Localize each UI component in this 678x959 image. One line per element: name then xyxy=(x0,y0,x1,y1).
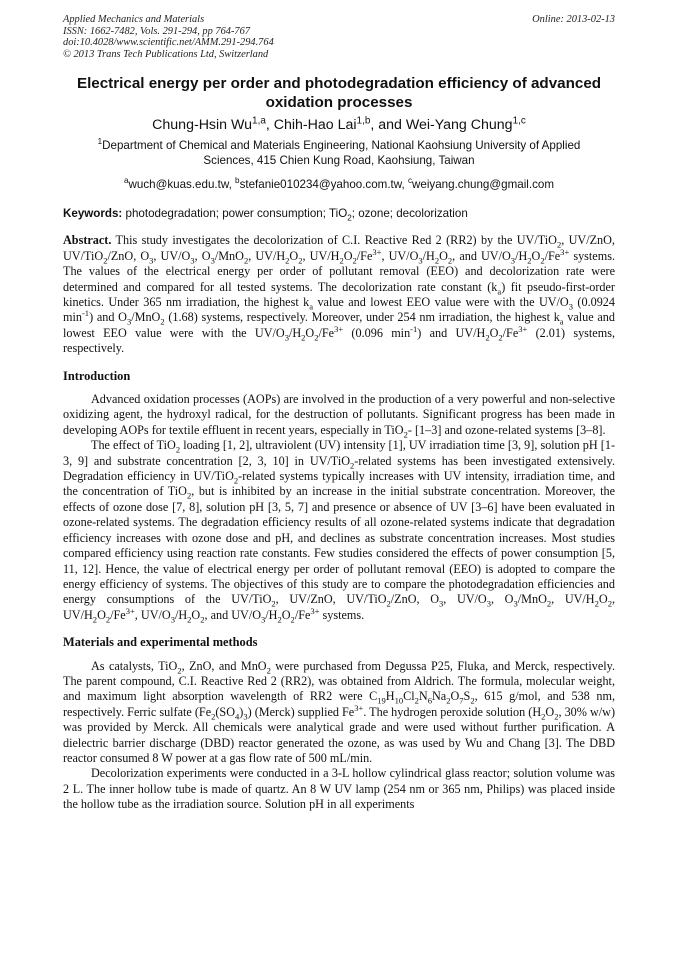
paragraph: Advanced oxidation processes (AOPs) are involved in the production of a very powerful and non-selective oxidizing agent, the hydroxyl radical, for the destruction of pollutants. Significant progress has been made in developing AOPs for textile effluent in recent years, especially in TiO$_2$- [1–3] and ozone-related systems [3–8]. xyxy=(63,392,615,440)
keywords-text: photodegradation; power consumption; TiO$_2$; ozone; decolorization xyxy=(125,207,468,223)
author: Wei-Yang Chung$^{1,c}$ xyxy=(405,115,526,134)
paper-title: Electrical energy per order and photodegradation efficiency of advanced oxidation processes xyxy=(76,75,602,112)
paragraph: The effect of TiO$_2$ loading [1, 2], ultraviolent (UV) intensity [1], UV irradiation time [3, 9], solution pH [1-3, 9] and substrate concentration [2, 3, 10] in UV/TiO$_2$-related systems has been investigated extensively. Degradation efficiency in UV/TiO$_2$-related systems typically increases with UV intensity, irradiation time, and the concentration of TiO$_2$, but is inhibited by an increase in the initial substrate concentration. Moreover, the effects of ozone dose [7, 8], solution pH [3, 5, 7] and presence or absence of UV [3–6] have been evaluated in ozone-related systems. The degradation efficiency results of all ozone-related systems indicate that degradation efficiency increases with ozone dose and pH, and declines as substrate concentration increases. Most studies compared efficiency using reaction rate constants. Few studies considered the effects of power consumption [5, 11, 12]. Hence, the value of electrical energy per order of pollutant removal (EEO) is adopted to compare the energy efficiency of systems. The objectives of this study are to compare the photodegradation efficiencies and energy consumptions of the UV/TiO$_2$, UV/ZnO, UV/TiO$_2$/ZnO, $O_3$, $UV/O_3$, $O_3/MnO_2$, $UV/H_2O_2$, $UV/H_2O_2/Fe^{3+}$, $UV/O_3/H_2O_2$, and $UV/O_3/H_2O_2/Fe^{3+}$ systems. xyxy=(63,438,615,625)
journal-header xyxy=(63,14,615,60)
paragraph: As catalysts, TiO$_2$, ZnO, and MnO$_2$ were purchased from Degussa P25, Fluka, and Merck, respectively. The parent compound, C.I. Reactive Red 2 (RR2), was obtained from Aldrich. The formula, molecular weight, and maximum light absorption wavelength of RR2 were $C_{19}H_{10}Cl_2N_6Na_2O_7S_2$, 615 g/mol, and 538 nm, respectively. Ferric sulfate $(Fe_2(SO_4)_3)$ (Merck) supplied $Fe^{3+}$. The hydrogen peroxide solution ($H_2O_2$, 30% w/w) was provided by Merck. All chemicals were analytical grade and were used without further purification. A dielectric barrier discharge (DBD) reactor generated the ozone, as was used by Wu and Chang [3]. The DBD reactor consumed 8 W power at a gas flow rate of 500 mL/min. xyxy=(63,658,616,765)
paper-page xyxy=(63,14,615,813)
online-date: Online: 2013-02-13 xyxy=(532,14,615,25)
email-address[interactable]: $^c$weiyang.chung@gmail.com xyxy=(407,176,554,192)
affiliation: $^1$Department of Chemical and Materials Engineering, National Kaohsiung University of Applied Sciences, 415 Chien Kung Road, Kaohsiung, Taiwan xyxy=(97,137,581,168)
abstract xyxy=(63,233,615,356)
email-address[interactable]: $^b$stefanie010234@yahoo.com.tw xyxy=(235,176,402,192)
email-address[interactable]: $^a$wuch@kuas.edu.tw xyxy=(124,176,229,192)
abstract-text: This study investigates the decolorization of C.I. Reactive Red 2 (RR2) by the UV/TiO$_2$, UV/ZnO, UV/TiO$_2$/ZnO, $O_3$, $UV/O_3$, $O_3/MnO_2$, $UV/H_2O_2$, $UV/H_2O_2/Fe^{3+}$, $UV/O_3/H_2O_2$, and $UV/O_3/H_2O_2/Fe^{3+}$ systems. The values of the electrical energy per order of pollutant removal (EEO) and decolorization rate were determined and compared for all tested systems. The decolorization rate constant $(k_a)$ fit pseudo-first-order kinetics. Under 365 nm irradiation, the highest $k_a$ value and lowest EEO value were with the $UV/O_3$ (0.0924 $\min^{-1}$) and $O_3/MnO_2$ (1.68) systems, respectively. Moreover, under 254 nm irradiation, the highest $k_a$ value and lowest EEO value were with the $UV/O_3/H_2O_2/Fe^{3+}$ (0.096 $\min^{-1}$) and $UV/H_2O_2/Fe^{3+}$ (2.01) systems, respectively. xyxy=(63,233,615,356)
keywords xyxy=(63,206,615,221)
journal-name: Applied Mechanics and Materials xyxy=(63,14,205,25)
section-heading-methods: Materials and experimental methods xyxy=(63,635,258,650)
author: Chung-Hsin Wu$^{1,a}$, xyxy=(152,115,274,134)
paragraph: Decolorization experiments were conducted in a 3-L hollow cylindrical glass reactor; solution volume was 2 L. The inner hollow tube is made of quartz. An 8 W UV lamp (254 nm or 365 nm, Philips) was placed inside the hollow tube as the irradiation source. Solution pH in all experiments xyxy=(63,766,615,812)
author-list xyxy=(63,116,615,134)
section-heading-introduction: Introduction xyxy=(63,368,131,383)
journal-issn: ISSN: 1662-7482, Vols. 291-294, pp 764-767 xyxy=(63,25,251,37)
abstract-label: Abstract. xyxy=(63,233,112,248)
author: Chih-Hao Lai$^{1,b}$, and xyxy=(273,115,406,134)
journal-doi: doi:10.4028/www.scientific.net/AMM.291-294.764 xyxy=(63,37,274,49)
keywords-label: Keywords: xyxy=(63,207,123,221)
email-list: $^a$wuch@kuas.edu.tw, $^b$stefanie010234@yahoo.com.tw, $^c$weiyang.chung@gmail.com xyxy=(124,176,554,192)
journal-copyright: © 2013 Trans Tech Publications Ltd, Switzerland xyxy=(63,48,269,60)
